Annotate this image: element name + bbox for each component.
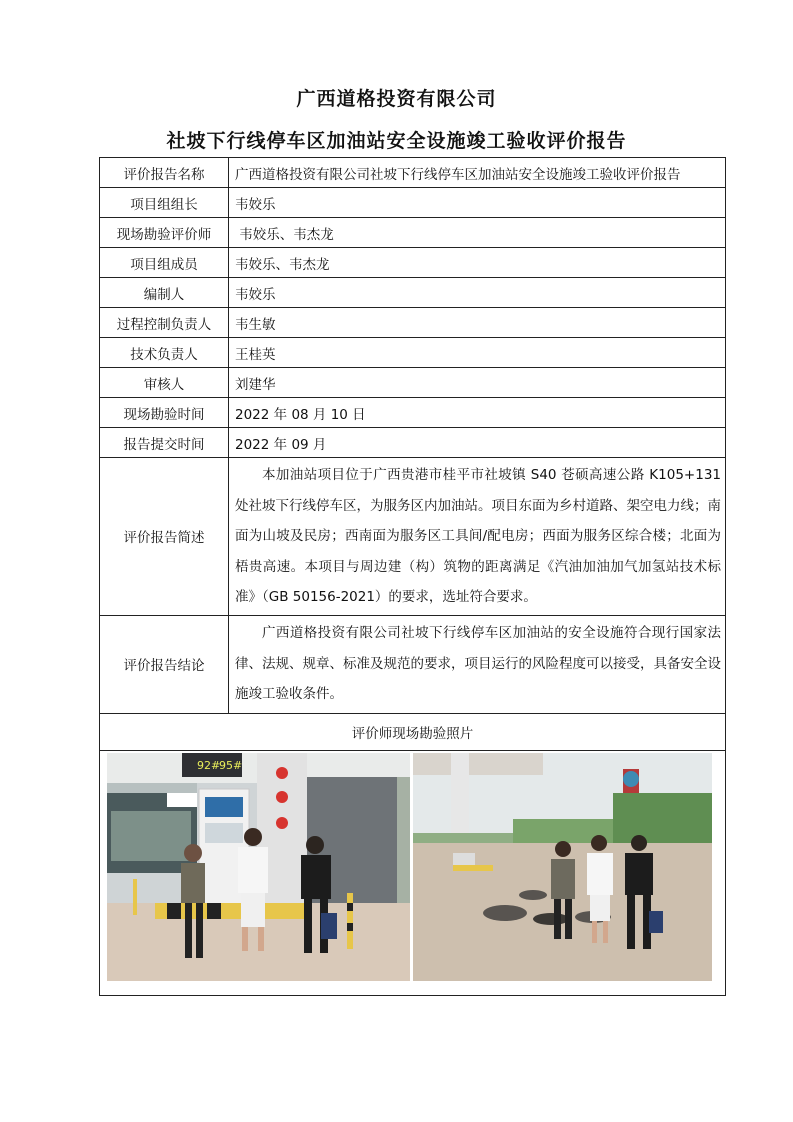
site-photo-forecourt	[413, 753, 712, 981]
row-value: 韦生敏	[229, 308, 726, 338]
summary-text: 本加油站项目位于广西贵港市桂平市社坡镇 S40 苍硕高速公路 K105+131 处社坡下行线停车区，为服务区内加油站。项目东面为乡村道路、架空电力线；南面为山坡及民房；西南面为服务区工具间/配电房；西面为服务区综合楼；北面为梧贵高速。本项目与周边建（构）筑物的距离满足《汽油加油加气加氢站技术标准》（GB 50156-2021）的要求，选址符合要求。	[235, 467, 721, 605]
table-row	[100, 188, 726, 218]
row-label: 过程控制负责人	[100, 308, 229, 338]
site-photo-pump	[107, 753, 410, 981]
photo-row	[100, 751, 725, 995]
row-label: 评价报告名称	[100, 158, 229, 188]
row-value: 刘建华	[229, 368, 726, 398]
row-label: 项目组组长	[100, 188, 229, 218]
table-row	[100, 428, 726, 458]
row-value: 2022 年 09 月	[229, 428, 726, 458]
conclusion-text: 广西道格投资有限公司社坡下行线停车区加油站的安全设施符合现行国家法律、法规、规章、标准及规范的要求，项目运行的风险程度可以接受，具备安全设施竣工验收条件。	[235, 625, 721, 703]
photo-cell	[100, 750, 726, 995]
table-row	[100, 218, 726, 248]
row-label: 审核人	[100, 368, 229, 398]
table-row	[100, 338, 726, 368]
row-label: 技术负责人	[100, 338, 229, 368]
summary-cell	[229, 458, 726, 616]
table-row	[100, 458, 726, 616]
table-row	[100, 615, 726, 713]
table-row	[100, 368, 726, 398]
row-label: 报告提交时间	[100, 428, 229, 458]
fuel-sign-92: 92#	[197, 758, 221, 772]
photo-section-heading: 评价师现场勘验照片	[100, 713, 726, 750]
row-value: 韦姣乐	[229, 188, 726, 218]
table-row	[100, 158, 726, 188]
row-label: 现场勘验评价师	[100, 218, 229, 248]
row-value: 韦姣乐、韦杰龙	[229, 248, 726, 278]
table-row	[100, 750, 726, 995]
table-row	[100, 398, 726, 428]
row-label: 编制人	[100, 278, 229, 308]
evaluation-info-table	[99, 157, 726, 996]
row-label: 现场勘验时间	[100, 398, 229, 428]
row-value: 王桂英	[229, 338, 726, 368]
row-value: 韦姣乐	[229, 278, 726, 308]
fuel-sign-95: 95#	[219, 758, 243, 772]
table-row	[100, 248, 726, 278]
table-row	[100, 713, 726, 750]
conclusion-label: 评价报告结论	[100, 615, 229, 713]
row-value: 韦姣乐、韦杰龙	[229, 218, 726, 248]
report-title: 社坡下行线停车区加油站安全设施竣工验收评价报告	[166, 130, 627, 152]
row-label: 项目组成员	[100, 248, 229, 278]
table-row	[100, 278, 726, 308]
row-value: 广西道格投资有限公司社坡下行线停车区加油站安全设施竣工验收评价报告	[229, 158, 726, 188]
summary-label: 评价报告简述	[100, 458, 229, 616]
table-row	[100, 308, 726, 338]
company-name: 广西道格投资有限公司	[296, 88, 497, 110]
row-value: 2022 年 08 月 10 日	[229, 398, 726, 428]
conclusion-cell	[229, 615, 726, 713]
